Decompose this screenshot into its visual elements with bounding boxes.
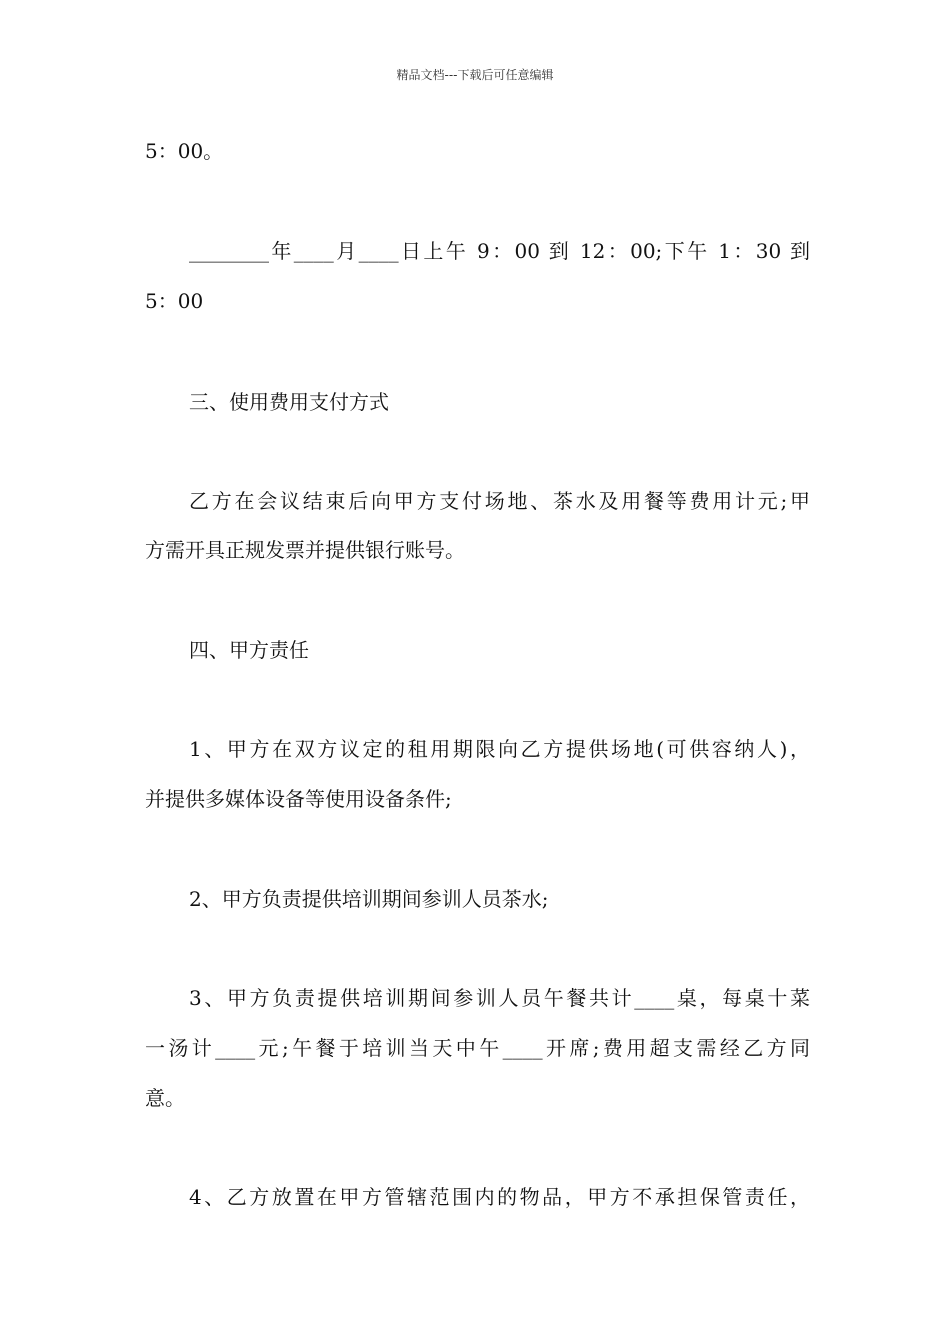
text-line: 3、甲方负责提供培训期间参训人员午餐共计____桌，每桌十菜 bbox=[189, 986, 810, 1010]
text-line: 1、甲方在双方议定的租用期限向乙方提供场地(可供容纳人)， bbox=[189, 737, 810, 761]
section-heading: 三、使用费用支付方式 bbox=[189, 390, 389, 414]
section-heading: 四、甲方责任 bbox=[189, 638, 309, 662]
text-line: 2、甲方负责提供培训期间参训人员茶水; bbox=[189, 887, 549, 911]
text-line: 5：00。 bbox=[145, 139, 224, 163]
text-line: ________年____月____日上午 9：00 到 12：00;下午 1：30 到 bbox=[189, 239, 810, 263]
page-header: 精品文档---下载后可任意编辑 bbox=[396, 68, 554, 82]
text-line: 一汤计____元;午餐于培训当天中午____开席;费用超支需经乙方同 bbox=[145, 1036, 810, 1060]
text-line: 4、乙方放置在甲方管辖范围内的物品，甲方不承担保管责任， bbox=[189, 1185, 810, 1209]
text-line: 方需开具正规发票并提供银行账号。 bbox=[145, 538, 465, 562]
text-line: 5：00 bbox=[145, 289, 204, 313]
text-line: 并提供多媒体设备等使用设备条件; bbox=[145, 787, 452, 811]
text-line: 乙方在会议结束后向甲方支付场地、茶水及用餐等费用计元;甲 bbox=[189, 489, 810, 513]
text-line: 意。 bbox=[145, 1086, 185, 1110]
